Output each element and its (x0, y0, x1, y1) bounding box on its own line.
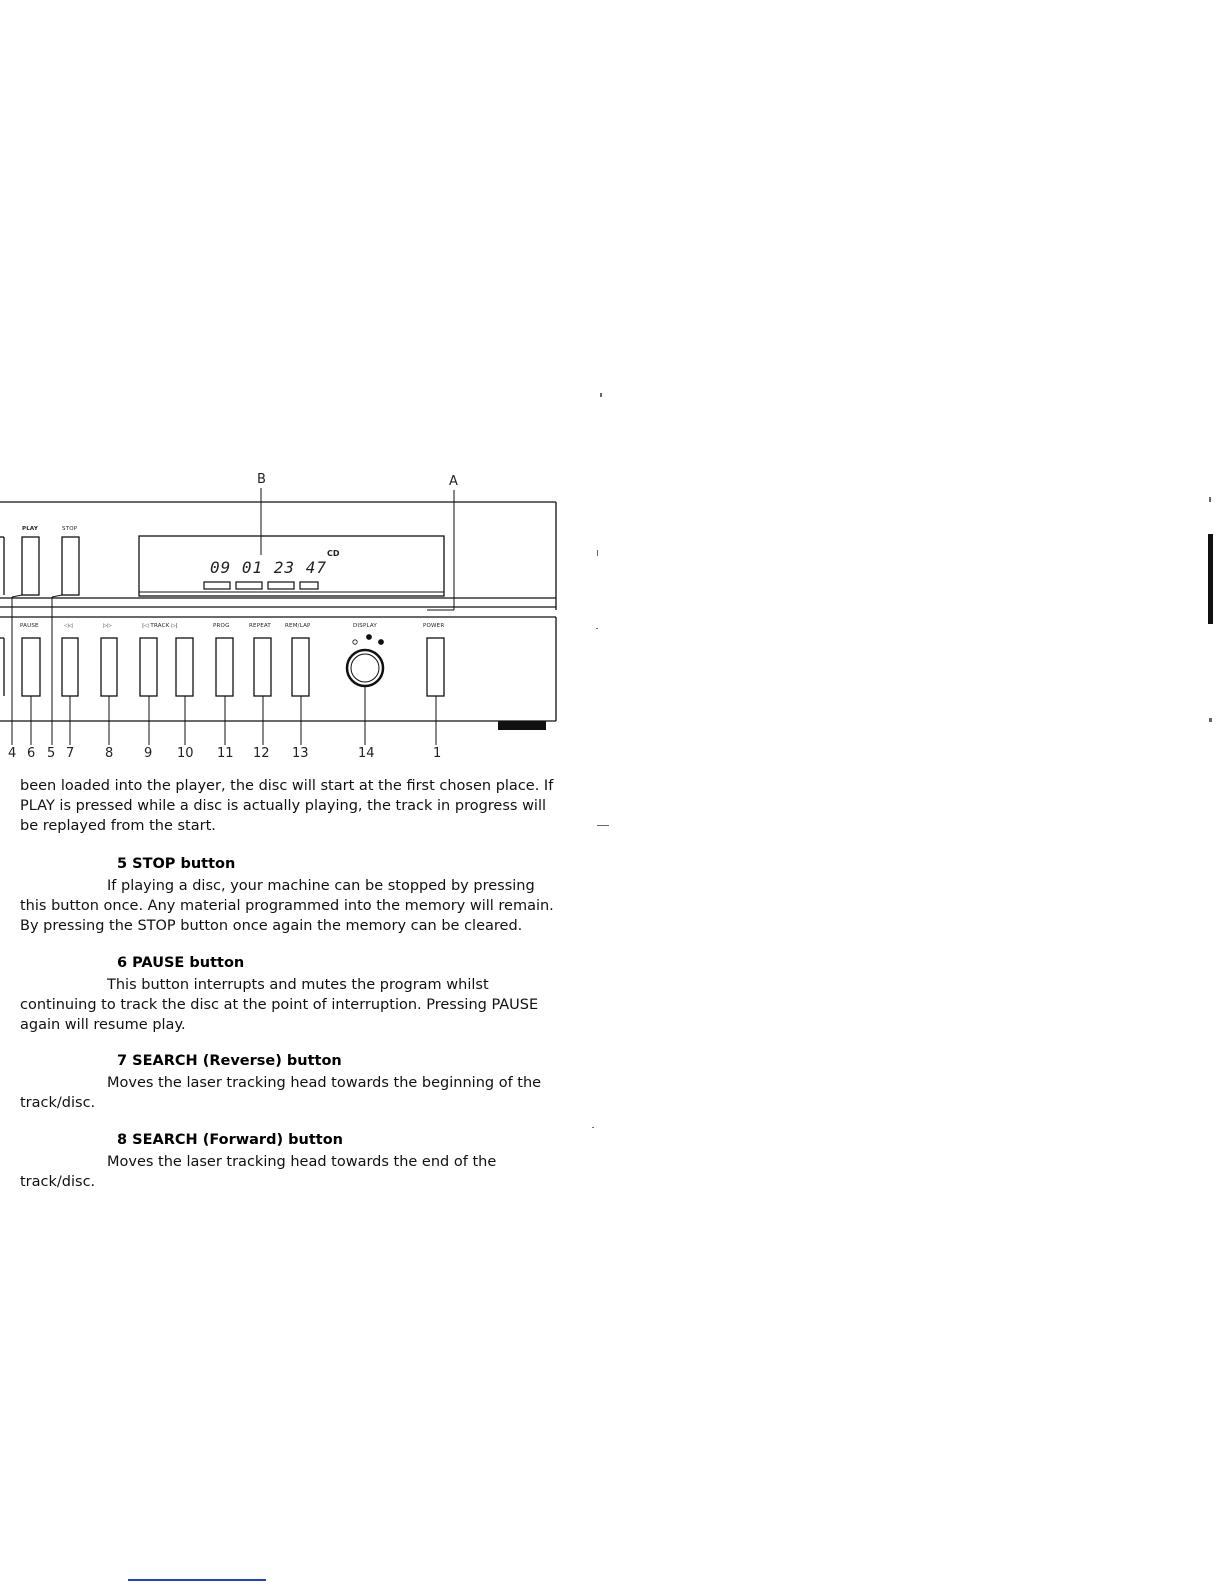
chassis-foot (498, 721, 546, 730)
play-label: PLAY (22, 526, 39, 532)
callout-6: 6 (27, 746, 36, 761)
power-label: POWER (423, 623, 445, 629)
display-indicator-bars (204, 582, 318, 589)
section-heading: 8 SEARCH (Forward) button (117, 1132, 343, 1148)
repeat-label: REPEAT (249, 623, 271, 629)
play-button-shape (22, 537, 39, 595)
callout-4: 4 (8, 746, 17, 761)
callout-14: 14 (358, 746, 375, 761)
callout-9: 9 (144, 746, 153, 761)
display-label: DISPLAY (353, 623, 377, 629)
stop-label: STOP (62, 526, 78, 532)
section-body (20, 1152, 560, 1192)
bottom-link-underline[interactable] (128, 1579, 266, 1581)
section-first-line: Moves the laser tracking head towards the end of the (107, 1154, 497, 1170)
display-knob (347, 635, 383, 686)
callout-8: 8 (105, 746, 114, 761)
callout-10: 10 (177, 746, 194, 761)
callout-11: 11 (217, 746, 234, 761)
callout-12: 12 (253, 746, 270, 761)
section-rest: track/disc. (20, 1095, 96, 1111)
callout-7: 7 (66, 746, 75, 761)
section-heading: 5 STOP button (117, 856, 236, 872)
search-forward-label: ▷▷ (103, 623, 112, 629)
callout-1: 1 (433, 746, 442, 761)
pause-label: PAUSE (20, 623, 39, 629)
section-rest: continuing to track the disc at the point of interruption. Pressing PAUSE again will resume play. (20, 997, 539, 1033)
section-rest: this button once. Any material programmed into the memory will remain. By pressing the STOP button once again the memory can be cleared. (20, 898, 554, 934)
scan-mark (1209, 497, 1211, 502)
search-reverse-label: ◁◁ (64, 623, 73, 629)
scan-mark (596, 628, 598, 629)
stop-button-shape (62, 537, 79, 595)
lower-chassis (0, 617, 556, 721)
section-heading: 6 PAUSE button (117, 955, 245, 971)
label-b: B (257, 472, 266, 487)
intro-paragraph: been loaded into the player, the disc will start at the first chosen place. If PLAY is pressed while a disc is actually playing, the track in progress will be replayed from the start. (20, 778, 554, 834)
callout-13: 13 (292, 746, 309, 761)
section-first-line: This button interrupts and mutes the program whilst (107, 977, 489, 993)
section-first-line: If playing a disc, your machine can be stopped by pressing (107, 878, 535, 894)
scan-mark (1208, 534, 1213, 624)
section-rest: track/disc. (20, 1174, 96, 1190)
scan-mark (1209, 718, 1212, 722)
section-body (20, 876, 560, 936)
scan-mark (592, 1127, 594, 1128)
callout-5: 5 (47, 746, 56, 761)
front-panel-drawing (0, 470, 600, 770)
rem-lap-label: REM/LAP (285, 623, 311, 629)
label-a: A (449, 474, 458, 489)
section-body (20, 1073, 560, 1113)
front-panel-figure (0, 470, 600, 770)
section-body (20, 975, 560, 1035)
section-heading: 7 SEARCH (Reverse) button (117, 1053, 342, 1069)
top-buttons (0, 537, 79, 595)
section-first-line: Moves the laser tracking head towards the beginning of the (107, 1075, 542, 1091)
track-label: |◁ TRACK ▷| (142, 623, 178, 629)
scan-mark (597, 825, 609, 826)
display-cd-logo: CD (327, 549, 340, 558)
scan-mark (597, 550, 598, 556)
scan-mark (600, 393, 602, 397)
display-readout: 09 01 23 47 (210, 558, 327, 577)
prog-label: PROG (213, 623, 230, 629)
